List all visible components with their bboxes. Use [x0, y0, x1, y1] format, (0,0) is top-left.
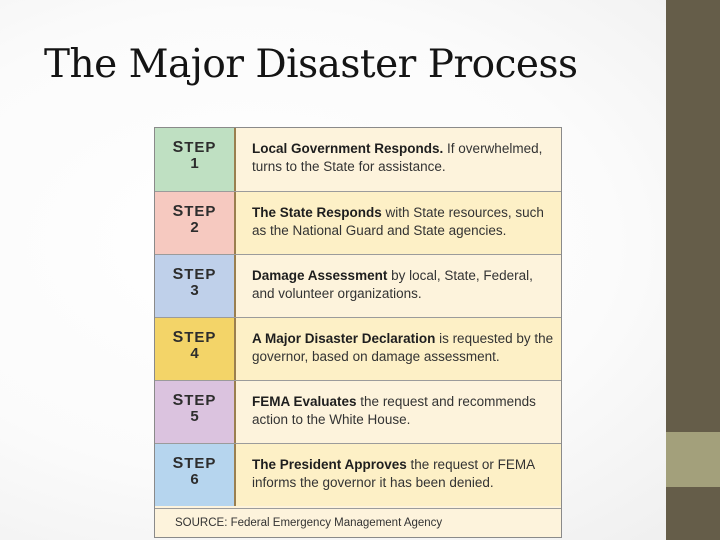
- step-label: [155, 128, 236, 191]
- step-description: A Major Disaster Declaration is requested by the governor, based on damage assessment.: [252, 331, 554, 364]
- step-word: STEP: [172, 266, 217, 283]
- step-word: STEP: [172, 329, 217, 346]
- step-row: [155, 254, 561, 317]
- step-number: 6: [190, 471, 199, 488]
- source-caption: SOURCE: Federal Emergency Management Agency: [155, 508, 561, 537]
- slide-title: The Major Disaster Process: [44, 42, 578, 87]
- step-row: [155, 191, 561, 254]
- step-row: [155, 443, 561, 506]
- step-number: 1: [190, 155, 199, 172]
- step-description: FEMA Evaluates the request and recommends action to the White House.: [252, 394, 536, 427]
- side-decoration-accent: [666, 432, 720, 487]
- step-description: The State Responds with State resources, such as the National Guard and State agencies.: [252, 205, 544, 238]
- step-description: Local Government Responds. If overwhelmed, turns to the State for assistance.: [252, 141, 543, 174]
- step-word: STEP: [172, 455, 217, 472]
- step-number: 2: [190, 219, 199, 236]
- step-label: [155, 192, 236, 254]
- step-description: The President Approves the request or FEMA informs the governor it has been denied.: [252, 457, 535, 490]
- step-label: [155, 444, 236, 506]
- step-word: STEP: [172, 392, 217, 409]
- step-label: [155, 255, 236, 317]
- step-row: [155, 317, 561, 380]
- step-row: [155, 128, 561, 191]
- disaster-process-figure: [154, 127, 562, 538]
- step-label: [155, 381, 236, 443]
- step-number: 3: [190, 282, 199, 299]
- step-number: 4: [190, 345, 199, 362]
- step-label: [155, 318, 236, 380]
- step-description: Damage Assessment by local, State, Federal, and volunteer organizations.: [252, 268, 533, 301]
- step-row: [155, 380, 561, 443]
- step-number: 5: [190, 408, 199, 425]
- step-word: STEP: [172, 139, 217, 156]
- step-word: STEP: [172, 203, 217, 220]
